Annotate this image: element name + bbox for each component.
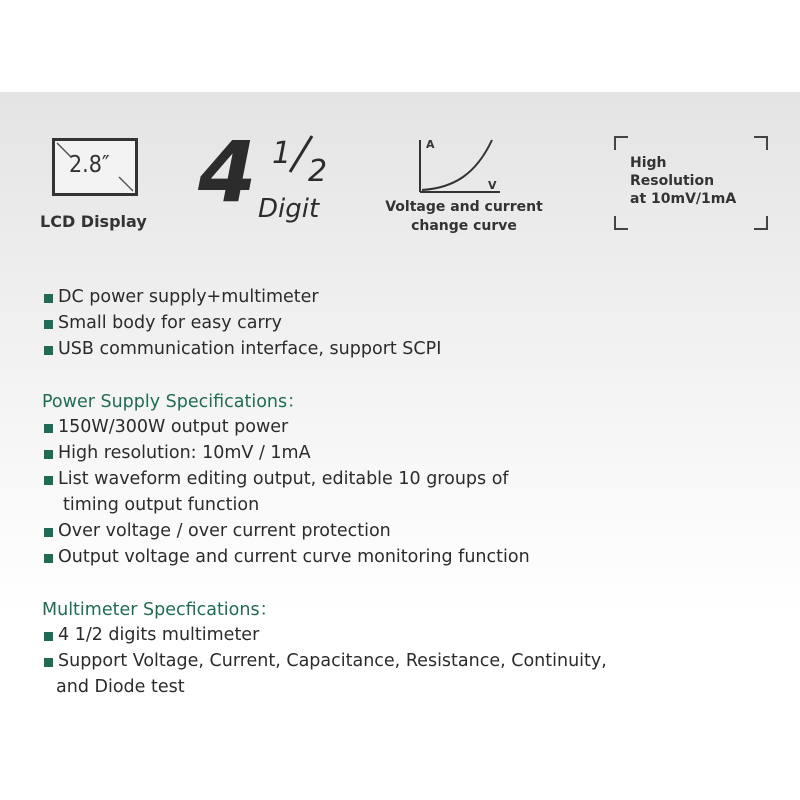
lcd-screen-icon <box>52 138 138 196</box>
curve-axis-v-label: V <box>488 179 497 192</box>
list-item-text: 150W/300W output power <box>58 417 289 437</box>
feature-resolution <box>614 136 768 230</box>
bullet-square-icon <box>44 424 53 433</box>
list-item-text: List waveform editing output, editable 10 groups of <box>58 469 509 489</box>
bullet-square-icon <box>44 528 53 537</box>
list-item <box>42 466 530 518</box>
corner-bracket-icon <box>754 136 768 150</box>
curve-caption-line2: change curve <box>411 218 517 234</box>
list-item-text: Small body for easy carry <box>58 313 282 333</box>
list-item-text: 4 1/2 digits multimeter <box>58 625 260 645</box>
list-item-text: DC power supply+multimeter <box>58 287 319 307</box>
power-supply-heading: Power Supply Specifications： <box>42 392 305 412</box>
list-item <box>42 284 441 310</box>
list-item-continuation: and Diode test <box>56 677 185 697</box>
curve-caption-line1: Voltage and current <box>385 199 543 215</box>
feature-lcd <box>38 132 158 242</box>
feature-curve <box>378 134 558 244</box>
list-item <box>42 310 441 336</box>
bullet-square-icon <box>44 294 53 303</box>
bullet-square-icon <box>44 658 53 667</box>
digit-whole-number: 4 <box>198 123 257 221</box>
bullet-square-icon <box>44 450 53 459</box>
corner-bracket-icon <box>614 136 628 150</box>
bullet-square-icon <box>44 320 53 329</box>
list-item <box>42 336 441 362</box>
list-item <box>42 518 530 544</box>
list-item <box>42 440 530 466</box>
bullet-square-icon <box>44 346 53 355</box>
resolution-line1: High <box>630 155 667 171</box>
bullet-square-icon <box>44 632 53 641</box>
curve-caption <box>378 198 550 236</box>
multimeter-heading: Multimeter Specfications： <box>42 600 278 620</box>
list-item-text: Output voltage and current curve monitoring function <box>58 547 530 567</box>
curve-axis-a-label: A <box>426 138 435 151</box>
bullet-square-icon <box>44 476 53 485</box>
digit-word: Digit <box>258 194 320 224</box>
digit-fraction-denominator: 2 <box>308 154 328 189</box>
list-item-continuation: timing output function <box>63 495 260 515</box>
lcd-size-value: 2.8″ <box>69 152 110 178</box>
power-supply-list <box>42 414 530 570</box>
list-item-text: Over voltage / over current protection <box>58 521 391 541</box>
list-item <box>42 622 607 648</box>
list-item-text: Support Voltage, Current, Capacitance, Resistance, Continuity, <box>58 651 607 671</box>
feature-digit <box>194 123 344 240</box>
digit-fraction-numerator: 1 <box>272 136 292 171</box>
list-item-text: USB communication interface, support SCPI <box>58 339 442 359</box>
bullet-square-icon <box>44 554 53 563</box>
corner-bracket-icon <box>754 216 768 230</box>
multimeter-list <box>42 622 607 700</box>
list-item <box>42 414 530 440</box>
list-item-text: High resolution: 10mV / 1mA <box>58 443 311 463</box>
list-item <box>42 544 530 570</box>
resolution-line3: at 10mV/1mA <box>630 191 737 207</box>
general-feature-list <box>42 284 441 362</box>
list-item <box>42 648 607 700</box>
corner-bracket-icon <box>614 216 628 230</box>
lcd-display-label: LCD Display <box>40 212 147 231</box>
resolution-line2: Resolution <box>630 173 715 189</box>
